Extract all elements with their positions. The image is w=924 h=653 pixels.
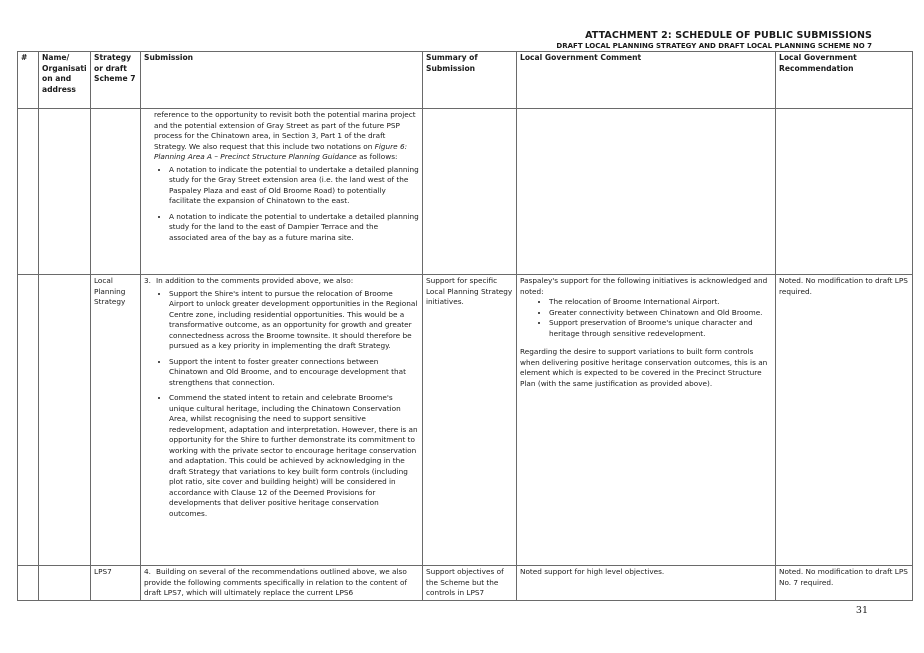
cell-strategy bbox=[91, 109, 141, 275]
cell-summary: Support objectives of the Scheme but the controls in LPS7 bbox=[423, 566, 517, 601]
item-number: 3. bbox=[144, 276, 151, 285]
cell-summary bbox=[423, 109, 517, 275]
list-item: • Support preservation of Broome's unique character and heritage through sensitive redevelopment. bbox=[549, 318, 772, 339]
col-header-strategy: Strategy or draft Scheme 7 bbox=[91, 52, 141, 109]
cell-recommendation: Noted. No modification to draft LPS No. 7 required. bbox=[776, 566, 913, 601]
col-header-name: Name/ Organisati on and address bbox=[39, 52, 91, 109]
submission-paragraph: reference to the opportunity to revisit both the potential marina project and the potential extension of Gray Street as part of the future PSP process for the Chinatown area, in Section 3, Part 1 of the draft Strategy. We also request that this include two notations on Figure 6: Planning Area A – Precinct Structure Planning Guidance as follows: bbox=[154, 110, 416, 161]
list-item: • The relocation of Broome International Airport. bbox=[549, 297, 772, 308]
list-item: • Support the Shire's intent to pursue the relocation of Broome Airport to unlock greater development opportunities in the Regional Centre zone, including residential opportunities. This would be a transformative outcome, as an opportunity for growth and greater connectedness across the Broome townsite. It should therefore be pursued as a key priority in implementing the draft Strategy. bbox=[169, 289, 419, 352]
comment-paragraph: Regarding the desire to support variations to built form controls when delivering positive heritage conservation outcomes, this is an element which is expected to be covered in the Precinct Structure Plan (with the same justification as provided above). bbox=[520, 347, 768, 388]
cell-name bbox=[39, 109, 91, 275]
cell-number bbox=[18, 109, 39, 275]
submission-paragraph: 4. Building on several of the recommendations outlined above, we also provide the following comments specifically in relation to the content of draft LPS7, which will ultimately replace the current LPS6 bbox=[144, 567, 407, 597]
document-subtitle: DRAFT LOCAL PLANNING STRATEGY AND DRAFT LOCAL PLANNING SCHEME NO 7 bbox=[556, 42, 872, 50]
cell-submission bbox=[141, 109, 423, 275]
cell-comment bbox=[517, 109, 776, 275]
list-item: • Support the intent to foster greater connections between Chinatown and Old Broome, and to encourage development that strengthens that connection. bbox=[169, 357, 419, 389]
table-row bbox=[18, 109, 913, 275]
cell-name bbox=[39, 566, 91, 601]
submission-bullet-list bbox=[154, 165, 419, 244]
cell-submission bbox=[141, 275, 423, 566]
table-row bbox=[18, 566, 913, 601]
item-number: 4. bbox=[144, 567, 151, 576]
comment-intro: Paspaley's support for the following initiatives is acknowledged and noted: bbox=[520, 276, 768, 296]
document-title: ATTACHMENT 2: SCHEDULE OF PUBLIC SUBMISSIONS bbox=[585, 30, 872, 41]
cell-strategy: Local Planning Strategy bbox=[91, 275, 141, 566]
cell-name bbox=[39, 275, 91, 566]
cell-number bbox=[18, 275, 39, 566]
comment-bullet-list bbox=[534, 297, 772, 339]
list-item: • A notation to indicate the potential to undertake a detailed planning study for the land to the east of Dampier Terrace and the associated area of the bay as a future marina site. bbox=[169, 212, 419, 244]
list-item: • A notation to indicate the potential to undertake a detailed planning study for the Gray Street extension area (i.e. the land west of the Paspaley Plaza and east of Old Broome Road) to potentially facilitate the expansion of Chinatown to the east. bbox=[169, 165, 419, 207]
page-number: 31 bbox=[855, 605, 868, 616]
table-row bbox=[18, 275, 913, 566]
cell-submission bbox=[141, 566, 423, 601]
cell-strategy: LPS7 bbox=[91, 566, 141, 601]
submission-bullet-list bbox=[154, 289, 419, 520]
cell-summary: Support for specific Local Planning Strategy initiatives. bbox=[423, 275, 517, 566]
cell-recommendation: Noted. No modification to draft LPS required. bbox=[776, 275, 913, 566]
submissions-table bbox=[17, 51, 913, 601]
cell-recommendation bbox=[776, 109, 913, 275]
col-header-summary: Summary of Submission bbox=[423, 52, 517, 109]
col-header-comment: Local Government Comment bbox=[517, 52, 776, 109]
col-header-submission: Submission bbox=[141, 52, 423, 109]
list-item: • Commend the stated intent to retain and celebrate Broome's unique cultural heritage, including the Chinatown Conservation Area, whilst recognising the need to support sensitive redevelopment, adaptation and interpretation. However, there is an opportunity for the Shire to further demonstrate its commitment to working with the private sector to encourage heritage conservation and adaptation. This could be achieved by acknowledging in the draft Strategy that variations to key built form controls (including plot ratio, site cover and building height) will be considered in accordance with Clause 12 of the Deemed Provisions for developments that deliver positive heritage conservation outcomes. bbox=[169, 393, 419, 519]
cell-comment: Noted support for high level objectives. bbox=[517, 566, 776, 601]
table-header-row bbox=[18, 52, 913, 109]
col-header-recommendation: Local Government Recommendation bbox=[776, 52, 913, 109]
list-item: • Greater connectivity between Chinatown and Old Broome. bbox=[549, 308, 772, 319]
cell-number bbox=[18, 566, 39, 601]
cell-comment bbox=[517, 275, 776, 566]
figure-reference: Figure 6: Planning Area A – Precinct Structure Planning Guidance bbox=[154, 141, 408, 161]
col-header-number: # bbox=[18, 52, 39, 109]
submission-intro: 3. In addition to the comments provided above, we also: bbox=[144, 276, 354, 285]
